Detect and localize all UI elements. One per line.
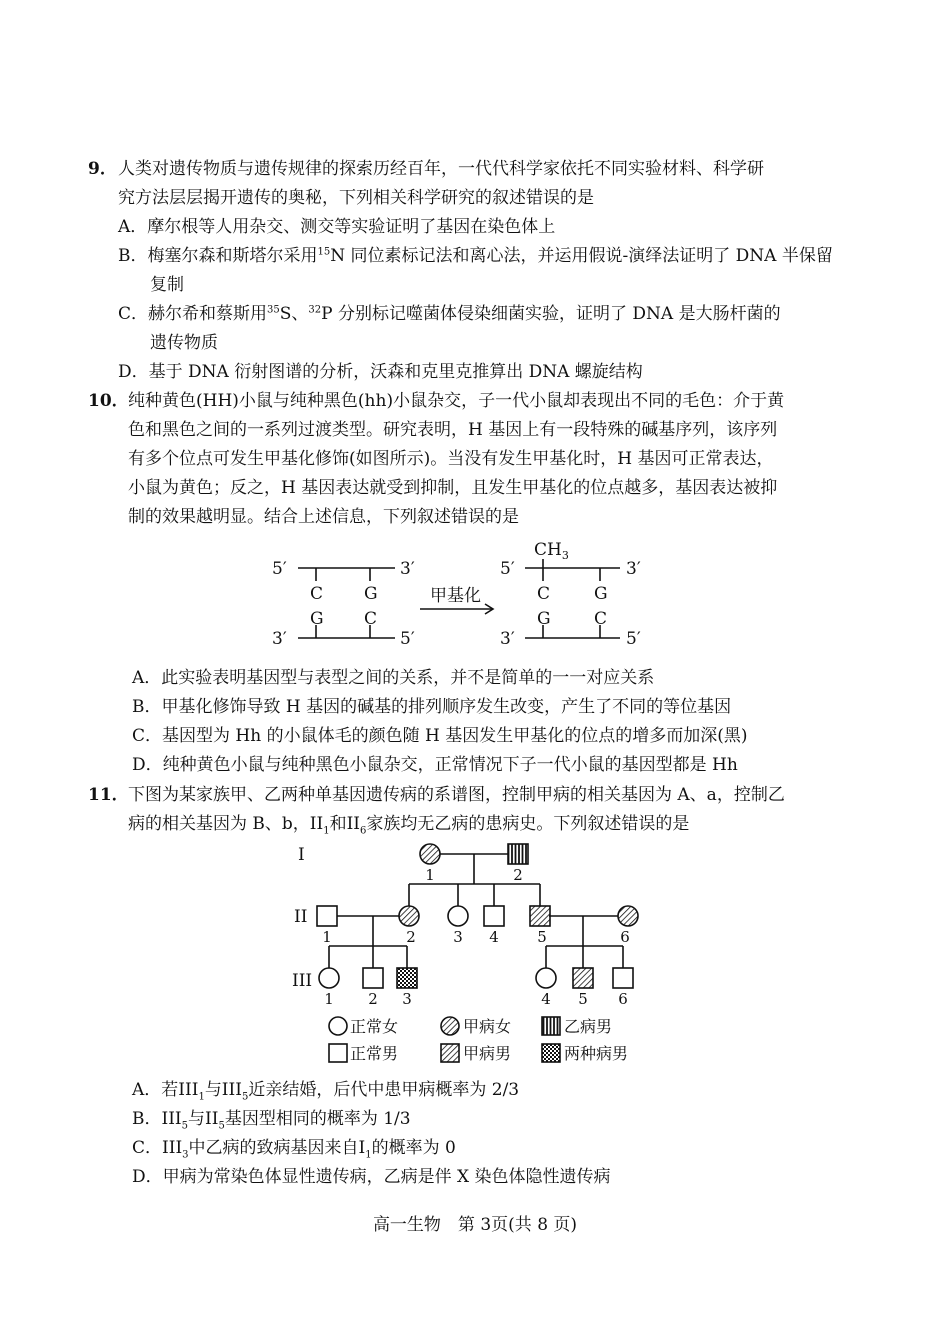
right-base-c-bottom: C bbox=[594, 609, 608, 629]
q11-option-b bbox=[132, 1107, 411, 1131]
q11-option-a-sub2: 5 bbox=[241, 1091, 249, 1103]
right-bottom-5-label: 5′ bbox=[626, 629, 641, 649]
q10-stem-line1: 纯种黄色(HH)小鼠与纯种黑色(hh)小鼠杂交，子一代小鼠却表现出不同的毛色：介于黄 bbox=[128, 391, 785, 411]
iii3-number: 3 bbox=[402, 990, 412, 1008]
q11-option-a-pre: A．若III bbox=[132, 1080, 199, 1100]
q9-option-c-sup1: 35 bbox=[267, 304, 280, 316]
right-base-g-bottom: G bbox=[537, 609, 551, 629]
i1-affected-female bbox=[420, 844, 440, 864]
iii4-normal-female bbox=[536, 968, 556, 988]
iii4-number: 4 bbox=[541, 990, 551, 1008]
q11-option-a-mid: 与III bbox=[204, 1080, 242, 1100]
generation-ii-label: II bbox=[294, 907, 308, 927]
iii5-affected-male bbox=[573, 968, 593, 988]
q11-option-c-post: 的概率为 0 bbox=[371, 1138, 456, 1158]
arrow-label: 甲基化 bbox=[430, 586, 481, 606]
q11-stem-line2-pre: 病的相关基因为 B、b，II bbox=[128, 814, 324, 834]
ii3-normal-female bbox=[448, 906, 468, 926]
q11-option-c-mid: 中乙病的致病基因来自I bbox=[188, 1138, 366, 1158]
generation-i-label: I bbox=[298, 845, 305, 865]
q9-option-d: D．基于 DNA 衍射图谱的分析，沃森和克里克推算出 DNA 螺旋结构 bbox=[118, 362, 643, 382]
q11-stem-line2-post: 家族均无乙病的患病史。下列叙述错误的是 bbox=[366, 814, 690, 834]
q9-stem-line1: 人类对遗传物质与遗传规律的探索历经百年，一代代科学家依托不同实验材料、科学研 bbox=[118, 159, 764, 179]
generation-iii-label: III bbox=[292, 971, 313, 991]
q11-option-c-sub2: 1 bbox=[365, 1149, 372, 1161]
left-base-c-bottom: C bbox=[364, 609, 378, 629]
legend-normal-female-icon bbox=[329, 1017, 347, 1035]
iii1-number: 1 bbox=[324, 990, 334, 1008]
legend-disease-a-female-icon bbox=[441, 1017, 459, 1035]
left-base-g-bottom: G bbox=[310, 609, 324, 629]
q9-stem-line2: 究方法层层揭开遗传的奥秘，下列相关科学研究的叙述错误的是 bbox=[118, 188, 594, 208]
i2-number: 2 bbox=[513, 866, 523, 884]
q9-option-b-post: N 同位素标记法和离心法，并运用假说-演绎法证明了 DNA 半保留 bbox=[330, 246, 833, 266]
legend-disease-a-male-label: 甲病男 bbox=[463, 1044, 512, 1063]
q9-option-a: A．摩尔根等人用杂交、测交等实验证明了基因在染色体上 bbox=[118, 217, 556, 237]
q9-number: 9． bbox=[88, 159, 117, 179]
q10-stem-line4: 小鼠为黄色；反之，H 基因表达就受到抑制，且发生甲基化的位点越多，基因表达被抑 bbox=[128, 478, 778, 498]
q11-stem-line1: 下图为某家族甲、乙两种单基因遗传病的系谱图，控制甲病的相关基因为 A、a，控制乙 bbox=[128, 785, 785, 805]
q11-stem-line2-sub1: 1 bbox=[323, 825, 330, 837]
iii2-number: 2 bbox=[368, 990, 378, 1008]
q9-option-c bbox=[118, 302, 781, 326]
q9-option-b-sup: 15 bbox=[317, 246, 331, 258]
ii6-affected-female bbox=[618, 906, 638, 926]
ii4-normal-male bbox=[484, 906, 504, 926]
methyl-main: CH bbox=[534, 540, 562, 560]
q10-stem-line2: 色和黑色之间的一系列过渡类型。研究表明，H 基因上有一段特殊的碱基序列，该序列 bbox=[128, 420, 778, 440]
legend-disease-a-female-label: 甲病女 bbox=[463, 1017, 512, 1036]
ii2-number: 2 bbox=[406, 928, 416, 946]
legend-disease-b-male-icon bbox=[542, 1017, 560, 1035]
left-bottom-3-label: 3′ bbox=[272, 629, 287, 649]
methylation-diagram bbox=[260, 535, 700, 655]
pedigree-chart bbox=[280, 838, 680, 1068]
iii6-normal-male bbox=[613, 968, 633, 988]
legend-normal-male-icon bbox=[329, 1044, 347, 1062]
q9-option-c-pre: C．赫尔希和蔡斯用 bbox=[118, 304, 268, 324]
i2-disease-b-male bbox=[508, 844, 528, 864]
q11-stem-line2 bbox=[128, 812, 689, 836]
q11-option-a-sub1: 1 bbox=[198, 1091, 205, 1103]
left-base-c-top: C bbox=[310, 584, 324, 604]
legend-disease-b-male-label: 乙病男 bbox=[564, 1017, 613, 1036]
q11-option-c bbox=[132, 1136, 456, 1160]
right-bottom-3-label: 3′ bbox=[500, 629, 515, 649]
legend-disease-a-male-icon bbox=[441, 1044, 459, 1062]
q9-option-c-post: P 分别标记噬菌体侵染细菌实验，证明了 DNA 是大肠杆菌的 bbox=[321, 304, 781, 324]
q11-option-b-sub2: 5 bbox=[218, 1120, 225, 1132]
q10-option-d: D．纯种黄色小鼠与纯种黑色小鼠杂交，正常情况下子一代小鼠的基因型都是 Hh bbox=[132, 755, 738, 775]
iii5-number: 5 bbox=[578, 990, 588, 1008]
iii3-both-diseases-male bbox=[397, 968, 417, 988]
right-base-c-top: C bbox=[537, 584, 551, 604]
ii4-number: 4 bbox=[489, 928, 499, 946]
q11-number: 11． bbox=[88, 785, 129, 805]
q10-option-c: C．基因型为 Hh 的小鼠体毛的颜色随 H 基因发生甲基化的位点的增多而加深(黑) bbox=[132, 726, 748, 746]
q10-number: 10． bbox=[88, 391, 129, 411]
i1-number: 1 bbox=[425, 866, 435, 884]
iii1-normal-female bbox=[319, 968, 339, 988]
q9-option-b bbox=[118, 244, 833, 268]
ii6-number: 6 bbox=[620, 928, 630, 946]
q10-option-a: A．此实验表明基因型与表型之间的关系，并不是简单的一一对应关系 bbox=[132, 668, 655, 688]
legend-normal-male-label: 正常男 bbox=[350, 1044, 399, 1063]
legend-normal-female-label: 正常女 bbox=[350, 1017, 399, 1036]
page-footer: 高一生物 第 3页(共 8 页) bbox=[372, 1215, 578, 1235]
legend-both-diseases-male-icon bbox=[542, 1044, 560, 1062]
q11-option-b-sub1: 5 bbox=[181, 1120, 189, 1132]
left-top-3-label: 3′ bbox=[400, 559, 415, 579]
left-bottom-5-label: 5′ bbox=[400, 629, 415, 649]
left-base-g-top: G bbox=[364, 584, 378, 604]
q10-option-b: B．甲基化修饰导致 H 基因的碱基的排列顺序发生改变，产生了不同的等位基因 bbox=[132, 697, 732, 717]
iii6-number: 6 bbox=[618, 990, 628, 1008]
right-top-5-label: 5′ bbox=[500, 559, 515, 579]
q11-option-b-mid: 与II bbox=[188, 1109, 219, 1129]
q11-option-b-post: 基因型相同的概率为 1/3 bbox=[224, 1109, 411, 1129]
q9-option-c-line2: 遗传物质 bbox=[150, 333, 218, 353]
ii3-number: 3 bbox=[453, 928, 463, 946]
ii1-number: 1 bbox=[322, 928, 332, 946]
q10-stem-line5: 制的效果越明显。结合上述信息，下列叙述错误的是 bbox=[128, 507, 519, 527]
q9-option-c-sup2: 32 bbox=[308, 304, 322, 316]
left-top-5-label: 5′ bbox=[272, 559, 287, 579]
ii5-affected-male bbox=[530, 906, 550, 926]
ii1-normal-male bbox=[317, 906, 337, 926]
q9-option-c-mid: S、 bbox=[279, 304, 309, 324]
q11-option-a-post: 近亲结婚，后代中患甲病概率为 2/3 bbox=[248, 1080, 520, 1100]
ii2-affected-female bbox=[399, 906, 419, 926]
q11-option-a bbox=[132, 1078, 519, 1102]
iii2-normal-male bbox=[363, 968, 383, 988]
q11-option-c-sub1: 3 bbox=[182, 1149, 189, 1161]
q9-option-b-pre: B．梅塞尔森和斯塔尔采用 bbox=[118, 246, 318, 266]
q11-stem-line2-mid: 和II bbox=[329, 814, 361, 834]
q11-option-d: D．甲病为常染色体显性遗传病，乙病是伴 X 染色体隐性遗传病 bbox=[132, 1167, 611, 1187]
q11-stem-line2-sub2: 6 bbox=[360, 825, 367, 837]
q11-option-c-pre: C．III bbox=[132, 1138, 183, 1158]
methyl-group bbox=[534, 540, 569, 562]
ii5-number: 5 bbox=[537, 928, 547, 946]
right-top-3-label: 3′ bbox=[626, 559, 641, 579]
methyl-sub: 3 bbox=[561, 549, 569, 562]
right-base-g-top: G bbox=[594, 584, 608, 604]
q9-option-b-line2: 复制 bbox=[150, 275, 184, 295]
q10-stem-line3: 有多个位点可发生甲基化修饰(如图所示)。当没有发生甲基化时，H 基因可正常表达， bbox=[128, 449, 774, 469]
legend-both-diseases-male-label: 两种病男 bbox=[564, 1044, 629, 1063]
q11-option-b-pre: B．III bbox=[132, 1109, 182, 1129]
